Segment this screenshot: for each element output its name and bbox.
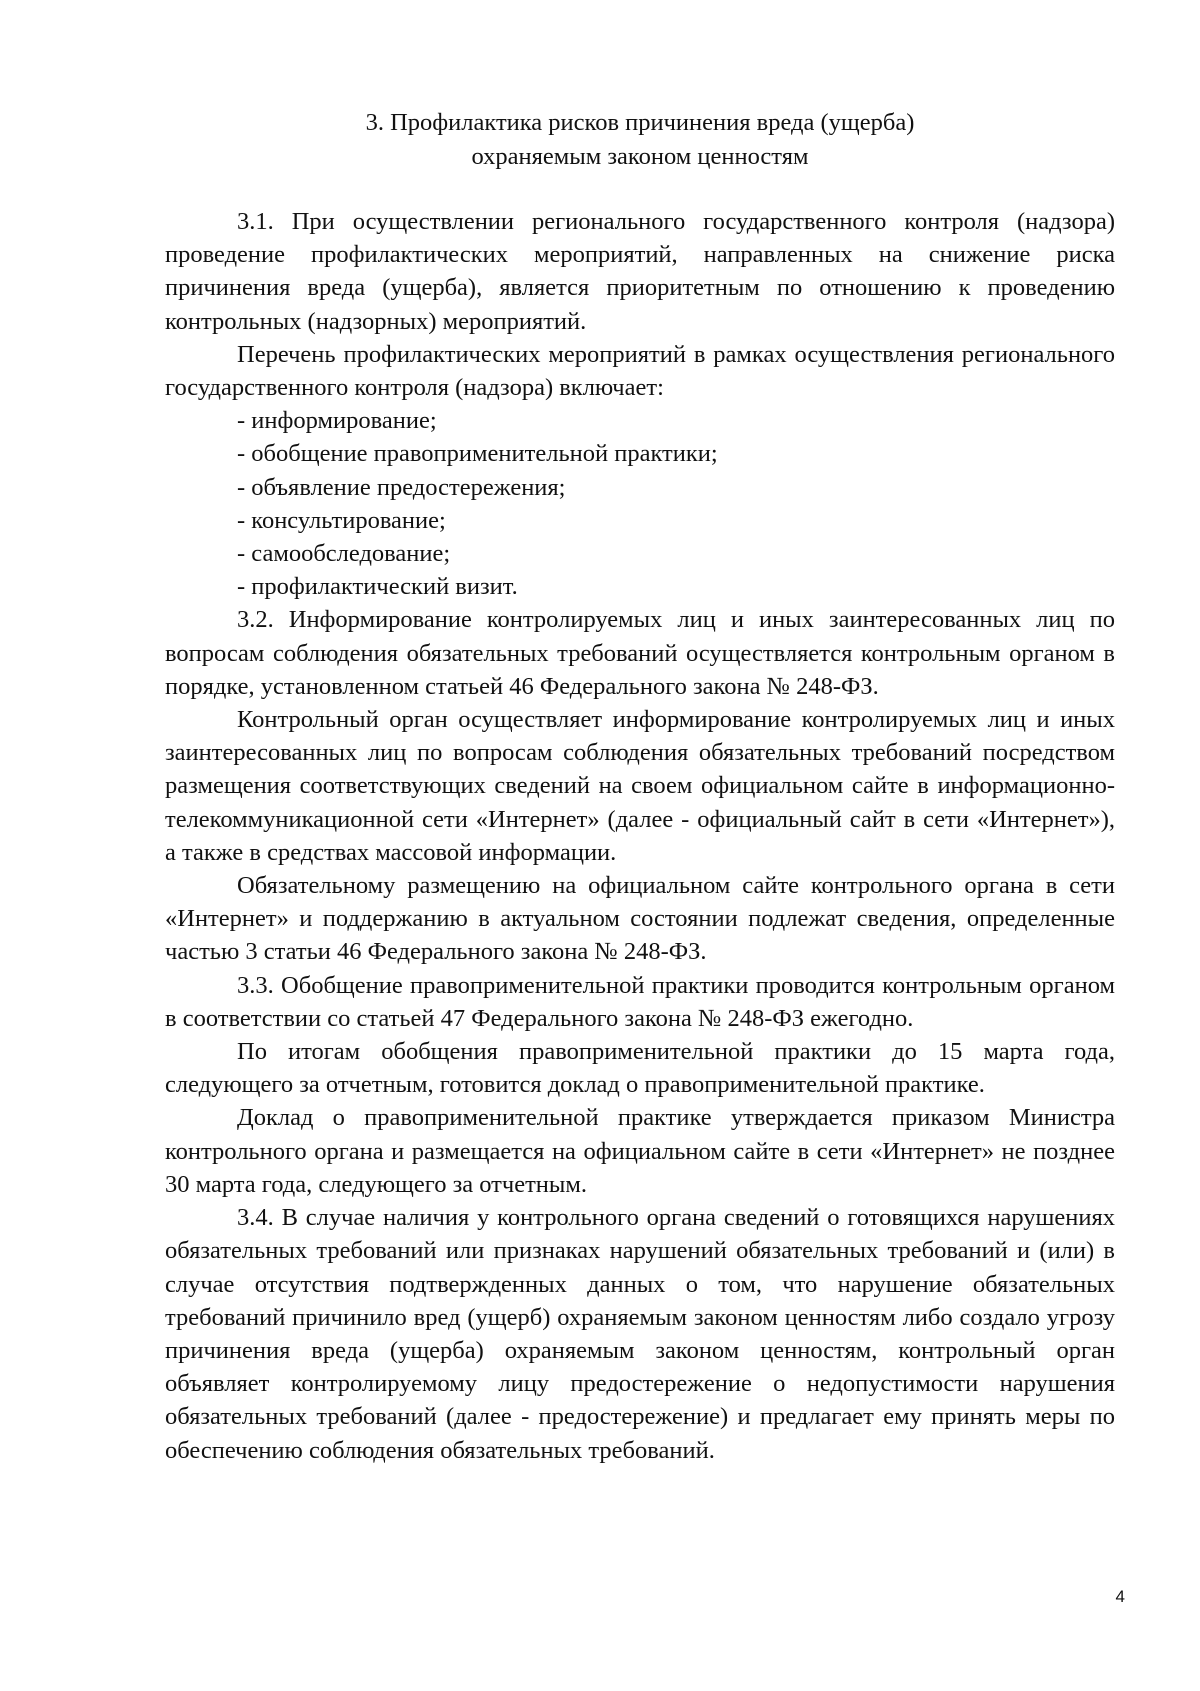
paragraph-3-4: 3.4. В случае наличия у контрольного органа сведений о готовящихся нарушениях обязательных требований или признаках нарушений обязательных требований и (или) в случае отсутствия подтвержденных данных о том, что нарушение обязательных требований причинило вред (ущерб) охраняемым законом ценностям либо создало угрозу причинения вреда (ущерба) охраняемым законом ценностям, контрольный орган объявляет контролируемому лицу предостережение о недопустимости нарушения обязательных требований (далее - предостережение) и предлагает ему принять меры по обеспечению соблюдения обязательных требований. bbox=[165, 1204, 1115, 1464]
section-heading bbox=[160, 106, 1120, 174]
paragraph-report-approval: Доклад о правоприменительной практике утверждается приказом Министра контрольного органа и размещается на официальном сайте в сети «Интернет» не позднее 30 марта года, следующего за отчетным. bbox=[165, 1104, 1115, 1198]
paragraph-3-1: 3.1. При осуществлении регионального государственного контроля (надзора) проведение профилактических мероприятий, направленных на снижение риска причинения вреда (ущерба), является приоритетным по отношению к проведению контрольных (надзорных) мероприятий. bbox=[165, 208, 1115, 335]
section-title-line-2: охраняемым законом ценностям bbox=[471, 143, 809, 170]
paragraph-measures-list-intro: Перечень профилактических мероприятий в рамках осуществления регионального государственного контроля (надзора) включает: bbox=[165, 340, 1115, 402]
list-item: - информирование; bbox=[237, 407, 437, 435]
paragraph-informing-methods: Контрольный орган осуществляет информирование контролируемых лиц и иных заинтересованных лиц по вопросам соблюдения обязательных требований посредством размещения соответствующих сведений на своем официальном сайте в информационно-телекоммуникационной сети «Интернет» (далее - официальный сайт в сети «Интернет»), а также в средствах массовой информации. bbox=[165, 706, 1115, 866]
document-body bbox=[165, 205, 1115, 1467]
page-number: 4 bbox=[1115, 1587, 1125, 1606]
list-item: - консультирование; bbox=[237, 506, 446, 534]
paragraph-mandatory-publication: Обязательному размещению на официальном сайте контрольного органа в сети «Интернет» и поддержанию в актуальном состоянии подлежат сведения, определенные частью 3 статьи 46 Федерального закона № 248-ФЗ. bbox=[165, 872, 1115, 966]
paragraph-3-2: 3.2. Информирование контролируемых лиц и иных заинтересованных лиц по вопросам соблюдения обязательных требований осуществляется контрольным органом в порядке, установленном статьей 46 Федерального закона № 248-ФЗ. bbox=[165, 606, 1115, 700]
paragraph-practice-report: По итогам обобщения правоприменительной практики до 15 марта года, следующего за отчетным, готовится доклад о правоприменительной практике. bbox=[165, 1038, 1115, 1099]
list-item: - объявление предостережения; bbox=[237, 473, 566, 501]
list-item: - обобщение правоприменительной практики; bbox=[237, 440, 718, 468]
section-title-line-1: 3. Профилактика рисков причинения вреда (ущерба) bbox=[365, 109, 915, 136]
list-item: - профилактический визит. bbox=[237, 573, 518, 601]
paragraph-3-3: 3.3. Обобщение правоприменительной практики проводится контрольным органом в соответствии со статьей 47 Федерального закона № 248-ФЗ ежегодно. bbox=[165, 971, 1115, 1032]
list-item: - самообследование; bbox=[237, 540, 451, 568]
